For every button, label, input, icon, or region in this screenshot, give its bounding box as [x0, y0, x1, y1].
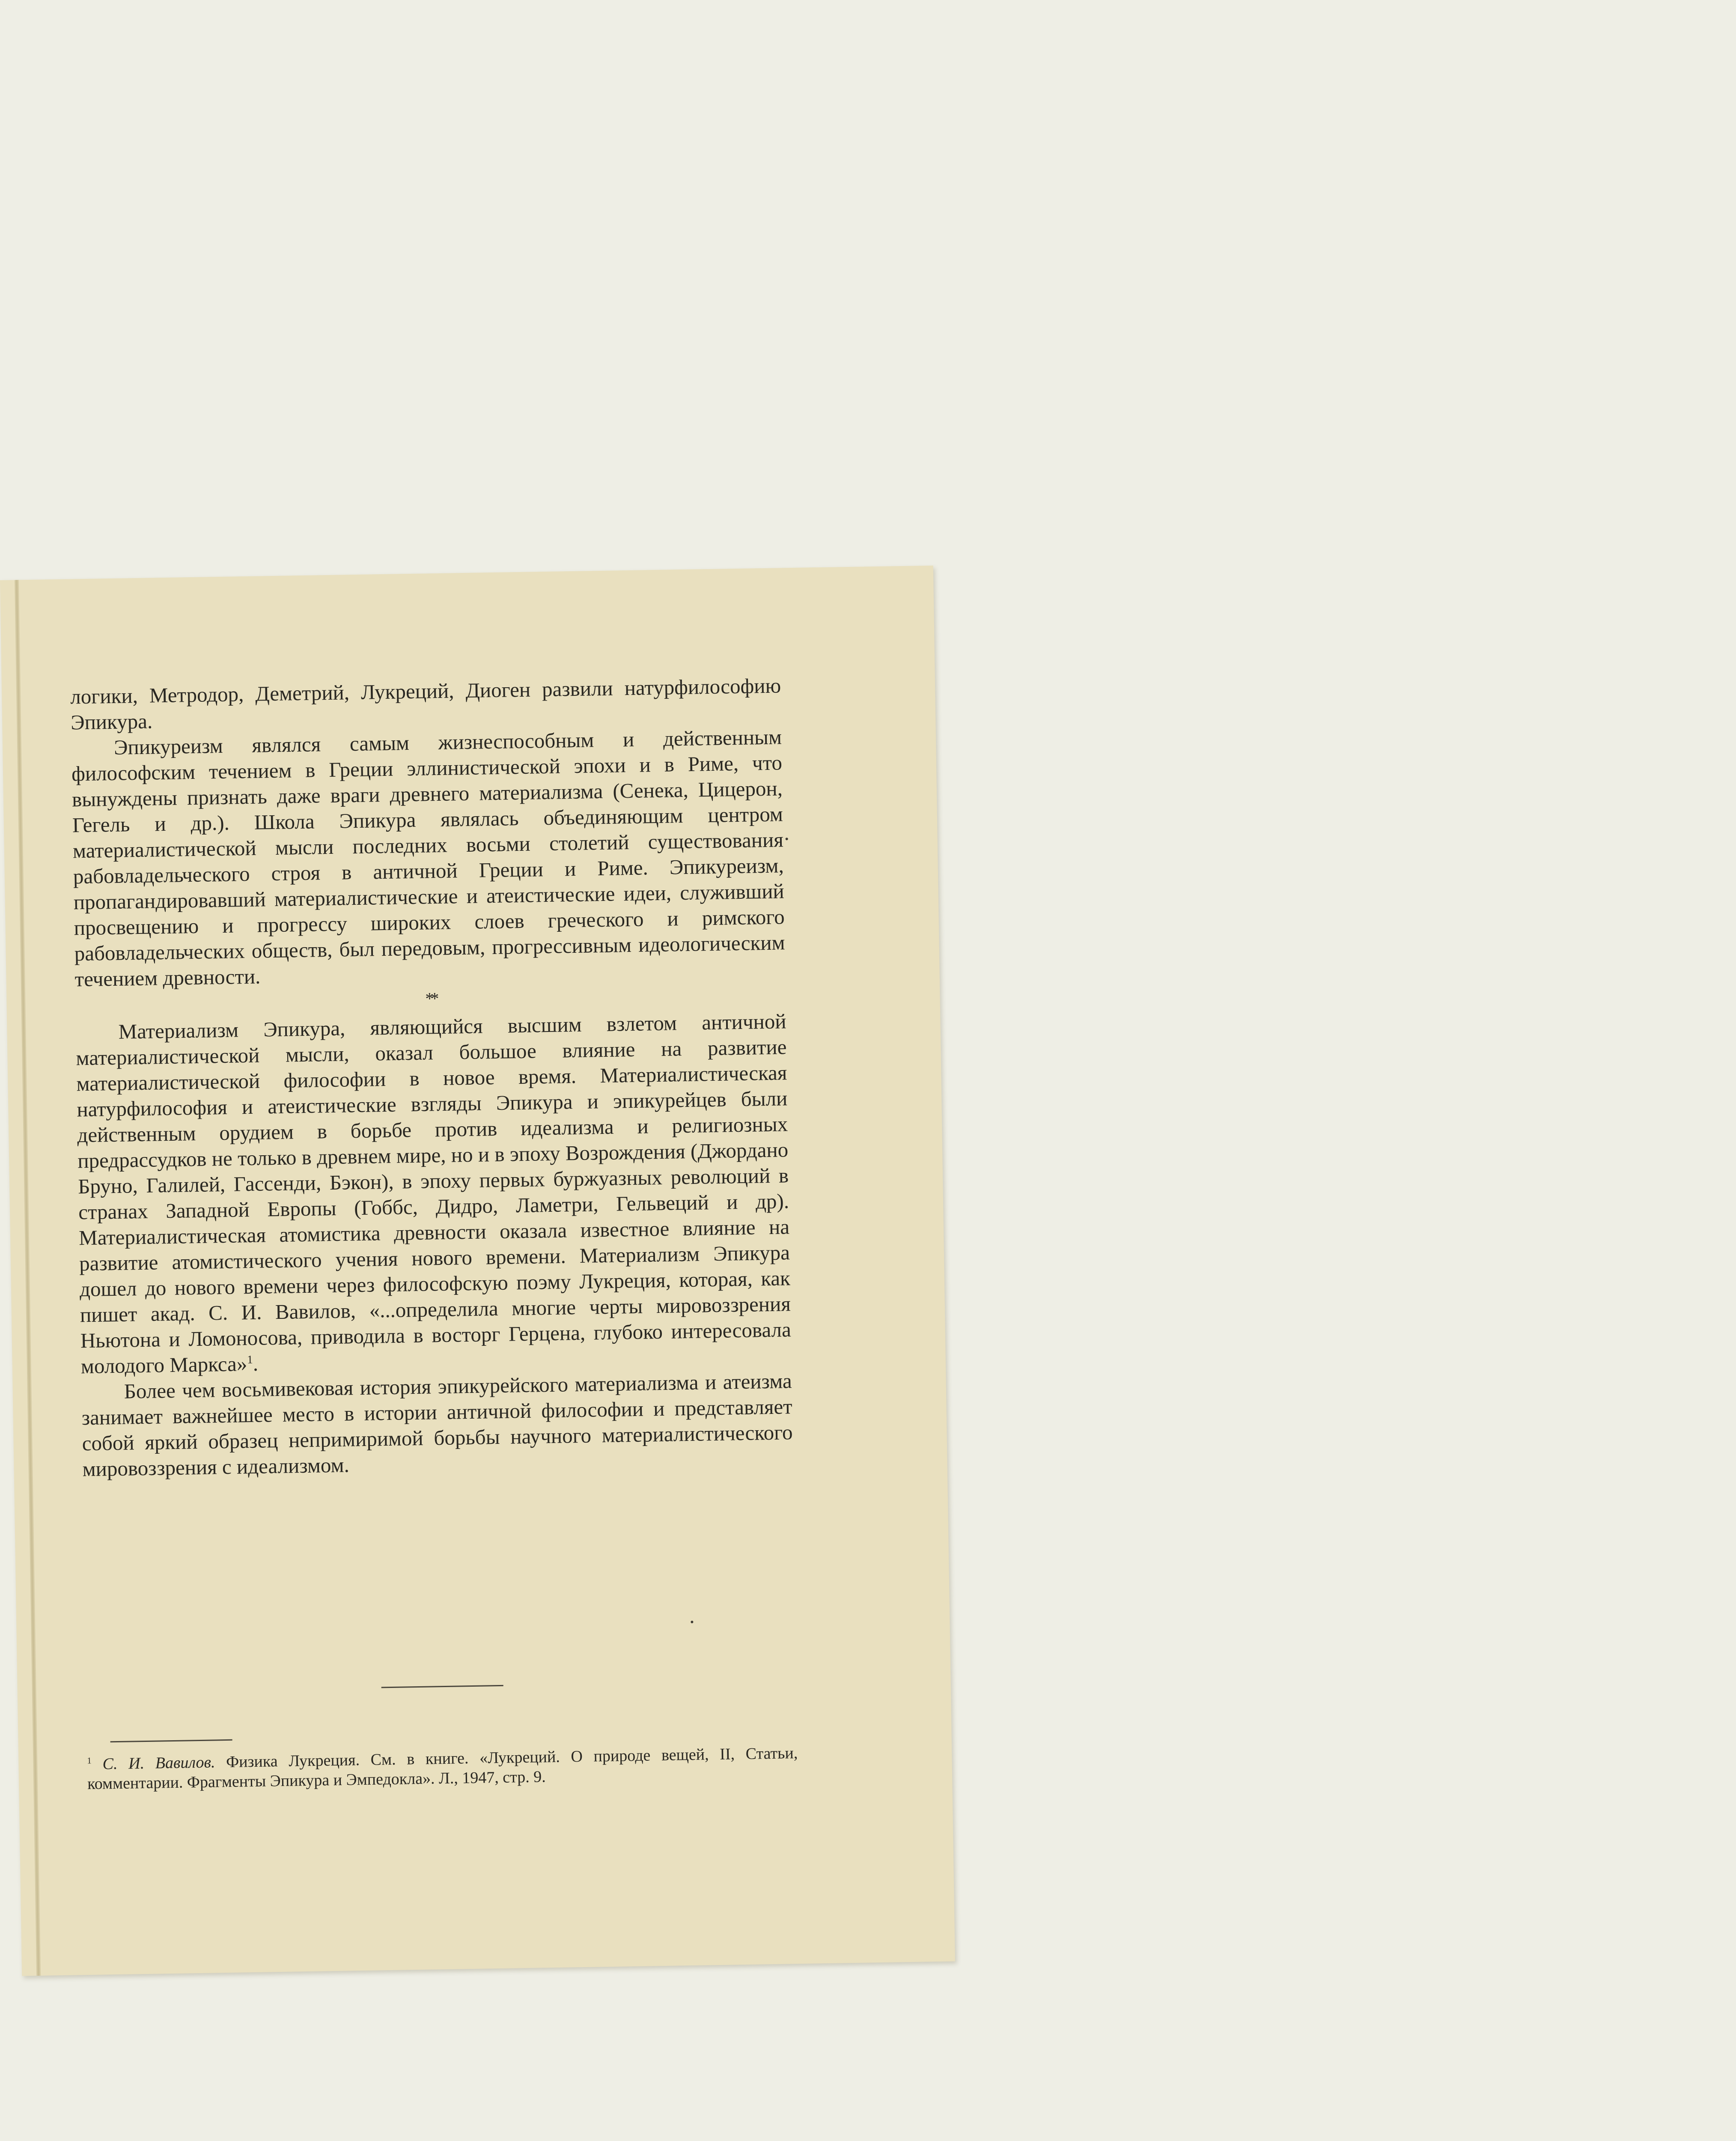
- footnote-rule: [110, 1739, 232, 1742]
- section-asterism: **: [425, 989, 436, 1008]
- ink-speck: [691, 1621, 693, 1623]
- paragraph-3: [75, 1008, 792, 1379]
- footnote: [87, 1743, 798, 1794]
- paragraph-2: Эпикуреизм являлся самым жизнеспособным и действенным философским течением в Греции эллинистической эпохи и в Риме, что вынуждены признать даже враги древнего материализма (Сенека, Цицерон, Гегель и др.). Школа Эпикура являлась объединяющим центром материалистической мысли последних восьми столетий существования рабовладельческого строя в античной Греции и Риме. Эпикуреизм, пропагандировавший материалистические и атеистические идеи, служивший просвещению и прогрессу широких слоев греческого и римского рабовладельческих обществ, был передовым, прогрессивным идеологическим течением древности.: [71, 725, 785, 991]
- footnote-text: Физика Лукреция. См. в книге. «Лукреций. О природе вещей, II, Статьи, комментарии. Фрагменты Эпикура и Эмпедокла». Л., 1947, стр. 9.: [87, 1744, 798, 1793]
- paragraph-3-end: .: [253, 1351, 259, 1375]
- page-body: [70, 673, 793, 1482]
- footnote-number: 1: [87, 1755, 92, 1766]
- closing-rule: [381, 1685, 503, 1688]
- footnote-author: С. И. Вавилов.: [102, 1753, 215, 1773]
- paragraph-3-text: Материализм Эпикура, являющийся высшим взлетом античной материалистической мысли, оказал большое влияние на развитие материалистической философии в новое время. Материалистическая натурфилософия и атеистические взгляды Эпикура и эпикурейцев были действенным орудием в борьбе против идеализма и религиозных предрассудков не только в древнем мире, но и в эпоху Возрождения (Джордано Бруно, Галилей, Гассенди, Бэкон), в эпоху первых буржуазных революций в странах Западной Европы (Гоббс, Дидро, Ламетри, Гельвеций и др). Материалистическая атомистика древности оказала известное влияние на развитие атомистического учения нового времени. Материализм Эпикура дошел до нового времени через философскую поэму Лукреция, которая, как пишет акад. С. И. Вавилов, «...определила многие черты мировоззрения Ньютона и Ломоносова, приводила в восторг Герцена, глубоко интересовала молодого Маркса»: [76, 1009, 792, 1378]
- ink-speck: [786, 838, 788, 840]
- footnote-reference: 1: [247, 1353, 253, 1366]
- page-fold: [15, 580, 41, 1976]
- paragraph-1: логики, Метродор, Деметрий, Лукреций, Диоген развили натурфилософию Эпикура.: [70, 674, 781, 734]
- book-page: [0, 566, 955, 1976]
- paragraph-4: Более чем восьмивековая история эпикурейского материализма и атеизма занимает важнейшее место в истории античной философии и представляет собой яркий образец непримиримой борьбы научного материалистического мировоззрения с идеализмом.: [81, 1369, 793, 1481]
